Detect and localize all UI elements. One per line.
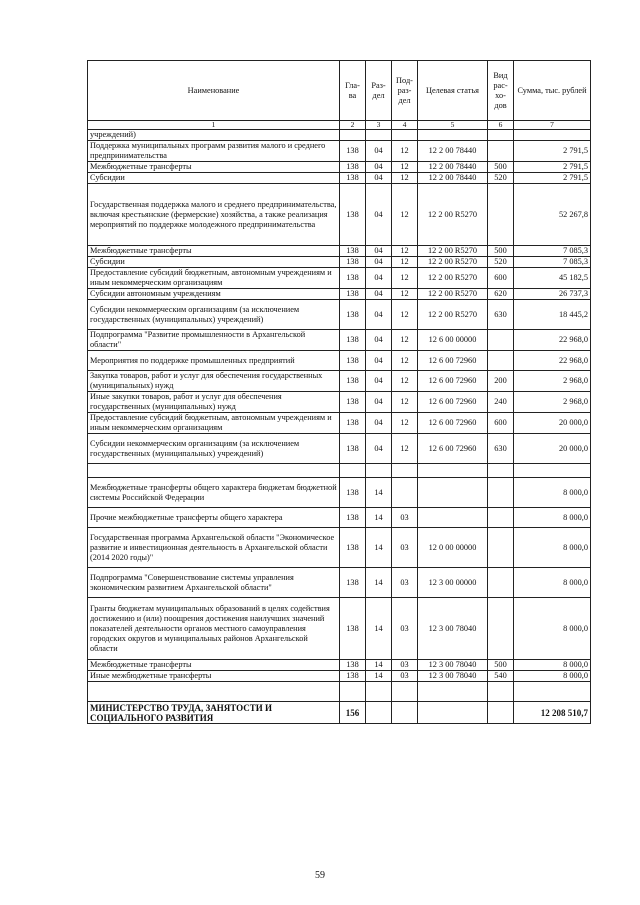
row-razdel: 04 bbox=[366, 173, 392, 184]
row-name: Предоставление субсидий бюджетным, автономным учреждениям и иным некоммерческим организациям bbox=[88, 268, 340, 289]
row-vid: 620 bbox=[488, 289, 514, 300]
colnum: 6 bbox=[488, 121, 514, 130]
row-glava: 156 bbox=[340, 702, 366, 724]
row-vid: 540 bbox=[488, 671, 514, 682]
row-razdel bbox=[366, 702, 392, 724]
row-glava: 138 bbox=[340, 173, 366, 184]
row-vid bbox=[488, 478, 514, 508]
row-glava: 138 bbox=[340, 568, 366, 598]
row-summa bbox=[514, 464, 591, 478]
table-row bbox=[88, 351, 591, 371]
row-razdel: 04 bbox=[366, 392, 392, 413]
budget-table bbox=[87, 60, 591, 724]
colnum: 3 bbox=[366, 121, 392, 130]
row-summa: 2 791,5 bbox=[514, 173, 591, 184]
row-glava: 138 bbox=[340, 300, 366, 330]
table-row bbox=[88, 300, 591, 330]
row-name: Межбюджетные трансферты bbox=[88, 246, 340, 257]
row-glava: 138 bbox=[340, 371, 366, 392]
row-vid bbox=[488, 330, 514, 351]
row-summa: 8 000,0 bbox=[514, 568, 591, 598]
row-podrazdel bbox=[392, 478, 418, 508]
row-celevaya: 12 2 00 R5270 bbox=[418, 300, 488, 330]
row-celevaya bbox=[418, 478, 488, 508]
header-vid: Вид рас-хо-дов bbox=[488, 61, 514, 121]
row-vid bbox=[488, 702, 514, 724]
colnum: 5 bbox=[418, 121, 488, 130]
row-podrazdel: 12 bbox=[392, 257, 418, 268]
row-summa: 12 208 510,7 bbox=[514, 702, 591, 724]
row-vid bbox=[488, 568, 514, 598]
row-glava: 138 bbox=[340, 162, 366, 173]
row-vid bbox=[488, 130, 514, 141]
row-summa: 7 085,3 bbox=[514, 246, 591, 257]
row-summa: 2 968,0 bbox=[514, 371, 591, 392]
row-summa: 2 791,5 bbox=[514, 162, 591, 173]
row-celevaya: 12 2 00 78440 bbox=[418, 141, 488, 162]
row-celevaya: 12 2 00 78440 bbox=[418, 173, 488, 184]
row-summa: 22 968,0 bbox=[514, 330, 591, 351]
table-row bbox=[88, 413, 591, 434]
row-vid bbox=[488, 528, 514, 568]
table-row-total bbox=[88, 702, 591, 724]
row-vid bbox=[488, 508, 514, 528]
row-glava: 138 bbox=[340, 660, 366, 671]
row-razdel: 04 bbox=[366, 257, 392, 268]
row-razdel: 04 bbox=[366, 289, 392, 300]
row-name: Межбюджетные трансферты bbox=[88, 162, 340, 173]
row-razdel: 04 bbox=[366, 162, 392, 173]
row-vid: 520 bbox=[488, 257, 514, 268]
row-celevaya: 12 2 00 78440 bbox=[418, 162, 488, 173]
row-celevaya: 12 6 00 00000 bbox=[418, 330, 488, 351]
row-razdel: 04 bbox=[366, 371, 392, 392]
row-podrazdel: 03 bbox=[392, 568, 418, 598]
row-glava: 138 bbox=[340, 246, 366, 257]
row-vid: 600 bbox=[488, 413, 514, 434]
row-name: Подпрограмма "Развитие промышленности в Архангельской области" bbox=[88, 330, 340, 351]
row-celevaya: 12 2 00 R5270 bbox=[418, 257, 488, 268]
row-glava: 138 bbox=[340, 184, 366, 246]
row-razdel: 14 bbox=[366, 478, 392, 508]
row-vid bbox=[488, 184, 514, 246]
row-summa: 2 968,0 bbox=[514, 392, 591, 413]
table-row bbox=[88, 528, 591, 568]
header-razdel: Раз-дел bbox=[366, 61, 392, 121]
row-celevaya: 12 3 00 78040 bbox=[418, 598, 488, 660]
row-vid bbox=[488, 682, 514, 702]
colnum: 2 bbox=[340, 121, 366, 130]
row-summa: 20 000,0 bbox=[514, 413, 591, 434]
row-razdel: 14 bbox=[366, 508, 392, 528]
row-summa: 26 737,3 bbox=[514, 289, 591, 300]
row-glava: 138 bbox=[340, 434, 366, 464]
row-summa: 52 267,8 bbox=[514, 184, 591, 246]
table-row bbox=[88, 141, 591, 162]
row-razdel bbox=[366, 130, 392, 141]
row-name: Прочие межбюджетные трансферты общего характера bbox=[88, 508, 340, 528]
row-summa: 8 000,0 bbox=[514, 660, 591, 671]
table-row bbox=[88, 173, 591, 184]
table-row bbox=[88, 464, 591, 478]
row-razdel: 04 bbox=[366, 351, 392, 371]
column-number-row bbox=[88, 121, 591, 130]
row-razdel: 14 bbox=[366, 528, 392, 568]
row-glava: 138 bbox=[340, 478, 366, 508]
row-podrazdel: 12 bbox=[392, 392, 418, 413]
row-celevaya: 12 6 00 72960 bbox=[418, 392, 488, 413]
row-vid: 200 bbox=[488, 371, 514, 392]
row-glava: 138 bbox=[340, 289, 366, 300]
row-glava: 138 bbox=[340, 528, 366, 568]
row-summa: 8 000,0 bbox=[514, 528, 591, 568]
row-summa: 20 000,0 bbox=[514, 434, 591, 464]
row-vid bbox=[488, 351, 514, 371]
row-razdel: 04 bbox=[366, 184, 392, 246]
row-glava: 138 bbox=[340, 268, 366, 289]
table-row bbox=[88, 682, 591, 702]
row-glava bbox=[340, 464, 366, 478]
row-celevaya: 12 6 00 72960 bbox=[418, 371, 488, 392]
row-podrazdel: 12 bbox=[392, 268, 418, 289]
row-glava: 138 bbox=[340, 330, 366, 351]
row-podrazdel bbox=[392, 682, 418, 702]
table-row bbox=[88, 478, 591, 508]
row-name: Закупка товаров, работ и услуг для обеспечения государственных (муниципальных) нужд bbox=[88, 371, 340, 392]
row-celevaya bbox=[418, 464, 488, 478]
row-vid: 500 bbox=[488, 246, 514, 257]
row-podrazdel: 12 bbox=[392, 351, 418, 371]
row-celevaya: 12 3 00 78040 bbox=[418, 671, 488, 682]
row-name: Государственная программа Архангельской области "Экономическое развитие и инвестиционная деятельность в Архангельской области (2014 2020 годы)" bbox=[88, 528, 340, 568]
table-row bbox=[88, 130, 591, 141]
row-glava bbox=[340, 130, 366, 141]
row-name bbox=[88, 682, 340, 702]
table-row bbox=[88, 508, 591, 528]
row-celevaya: 12 3 00 00000 bbox=[418, 568, 488, 598]
header-summa: Сумма, тыс. рублей bbox=[514, 61, 591, 121]
table-row bbox=[88, 392, 591, 413]
row-name: Субсидии автономным учреждениям bbox=[88, 289, 340, 300]
row-podrazdel bbox=[392, 702, 418, 724]
table-row bbox=[88, 671, 591, 682]
row-celevaya: 12 2 00 R5270 bbox=[418, 246, 488, 257]
table-row bbox=[88, 162, 591, 173]
row-podrazdel: 12 bbox=[392, 413, 418, 434]
row-podrazdel: 12 bbox=[392, 371, 418, 392]
row-summa: 7 085,3 bbox=[514, 257, 591, 268]
row-name: учреждений) bbox=[88, 130, 340, 141]
row-celevaya bbox=[418, 130, 488, 141]
row-glava: 138 bbox=[340, 508, 366, 528]
row-glava: 138 bbox=[340, 141, 366, 162]
page-number: 59 bbox=[315, 870, 325, 881]
row-name: Поддержка муниципальных программ развития малого и среднего предпринимательства bbox=[88, 141, 340, 162]
row-razdel bbox=[366, 682, 392, 702]
row-vid: 520 bbox=[488, 173, 514, 184]
row-celevaya: 12 2 00 R5270 bbox=[418, 289, 488, 300]
row-vid bbox=[488, 464, 514, 478]
row-celevaya: 12 6 00 72960 bbox=[418, 351, 488, 371]
row-vid bbox=[488, 141, 514, 162]
row-summa: 18 445,2 bbox=[514, 300, 591, 330]
row-name: Гранты бюджетам муниципальных образований в целях содействия достижению и (или) поощрения достижения наилучших значений показателей деятельности органов местного самоуправления городских округов и муниципальных районов Архангельской области bbox=[88, 598, 340, 660]
row-podrazdel: 03 bbox=[392, 508, 418, 528]
row-podrazdel: 03 bbox=[392, 528, 418, 568]
row-glava bbox=[340, 682, 366, 702]
header-row bbox=[88, 61, 591, 121]
table-row bbox=[88, 184, 591, 246]
row-name: Мероприятия по поддержке промышленных предприятий bbox=[88, 351, 340, 371]
budget-page bbox=[87, 60, 590, 724]
row-razdel: 14 bbox=[366, 671, 392, 682]
row-podrazdel: 12 bbox=[392, 141, 418, 162]
row-razdel: 04 bbox=[366, 434, 392, 464]
row-vid: 630 bbox=[488, 434, 514, 464]
row-celevaya bbox=[418, 682, 488, 702]
row-podrazdel: 12 bbox=[392, 300, 418, 330]
row-summa bbox=[514, 682, 591, 702]
colnum: 7 bbox=[514, 121, 591, 130]
row-podrazdel: 12 bbox=[392, 289, 418, 300]
row-vid: 500 bbox=[488, 660, 514, 671]
table-row bbox=[88, 246, 591, 257]
row-name: Иные закупки товаров, работ и услуг для обеспечения государственных (муниципальных) нужд bbox=[88, 392, 340, 413]
row-summa: 22 968,0 bbox=[514, 351, 591, 371]
row-name: Иные межбюджетные трансферты bbox=[88, 671, 340, 682]
row-podrazdel: 12 bbox=[392, 434, 418, 464]
row-podrazdel: 03 bbox=[392, 598, 418, 660]
row-podrazdel: 12 bbox=[392, 173, 418, 184]
row-podrazdel: 03 bbox=[392, 660, 418, 671]
row-summa: 2 791,5 bbox=[514, 141, 591, 162]
table-row bbox=[88, 268, 591, 289]
row-name: Субсидии bbox=[88, 257, 340, 268]
row-podrazdel: 03 bbox=[392, 671, 418, 682]
row-razdel: 04 bbox=[366, 141, 392, 162]
row-razdel: 14 bbox=[366, 660, 392, 671]
row-razdel bbox=[366, 464, 392, 478]
table-row bbox=[88, 568, 591, 598]
row-glava: 138 bbox=[340, 351, 366, 371]
header-celevaya: Целевая статья bbox=[418, 61, 488, 121]
table-row bbox=[88, 434, 591, 464]
row-razdel: 04 bbox=[366, 413, 392, 434]
row-celevaya bbox=[418, 508, 488, 528]
row-razdel: 04 bbox=[366, 330, 392, 351]
row-name: Государственная поддержка малого и среднего предпринимательства, включая крестьянские (фермерские) хозяйства, а также реализация мероприятий по поддержке молодежного предпринимательства bbox=[88, 184, 340, 246]
row-name: Подпрограмма "Совершенствование системы управления экономическим развитием Архангельской области" bbox=[88, 568, 340, 598]
row-summa: 45 182,5 bbox=[514, 268, 591, 289]
row-celevaya: 12 0 00 00000 bbox=[418, 528, 488, 568]
row-glava: 138 bbox=[340, 413, 366, 434]
row-summa bbox=[514, 130, 591, 141]
table-row bbox=[88, 289, 591, 300]
row-name: Межбюджетные трансферты bbox=[88, 660, 340, 671]
row-podrazdel bbox=[392, 130, 418, 141]
row-name: МИНИСТЕРСТВО ТРУДА, ЗАНЯТОСТИ И СОЦИАЛЬНОГО РАЗВИТИЯ bbox=[88, 702, 340, 724]
row-vid: 630 bbox=[488, 300, 514, 330]
header-glava: Гла-ва bbox=[340, 61, 366, 121]
header-podrazdel: Под-раз-дел bbox=[392, 61, 418, 121]
table-body bbox=[88, 130, 591, 724]
row-name: Субсидии некоммерческим организациям (за исключением государственных (муниципальных) учреждений) bbox=[88, 300, 340, 330]
table-row bbox=[88, 371, 591, 392]
row-glava: 138 bbox=[340, 257, 366, 268]
row-vid: 500 bbox=[488, 162, 514, 173]
row-razdel: 04 bbox=[366, 246, 392, 257]
table-row bbox=[88, 660, 591, 671]
row-podrazdel: 12 bbox=[392, 162, 418, 173]
row-podrazdel: 12 bbox=[392, 246, 418, 257]
row-name: Предоставление субсидий бюджетным, автономным учреждениям и иным некоммерческим организациям bbox=[88, 413, 340, 434]
colnum: 4 bbox=[392, 121, 418, 130]
row-name: Субсидии bbox=[88, 173, 340, 184]
header-name: Наименование bbox=[88, 61, 340, 121]
row-celevaya: 12 2 00 R5270 bbox=[418, 184, 488, 246]
row-summa: 8 000,0 bbox=[514, 478, 591, 508]
row-glava: 138 bbox=[340, 671, 366, 682]
row-celevaya: 12 3 00 78040 bbox=[418, 660, 488, 671]
table-row bbox=[88, 330, 591, 351]
row-razdel: 04 bbox=[366, 300, 392, 330]
row-vid: 240 bbox=[488, 392, 514, 413]
row-podrazdel bbox=[392, 464, 418, 478]
row-vid: 600 bbox=[488, 268, 514, 289]
table-row bbox=[88, 257, 591, 268]
row-razdel: 14 bbox=[366, 598, 392, 660]
row-podrazdel: 12 bbox=[392, 184, 418, 246]
row-razdel: 04 bbox=[366, 268, 392, 289]
row-celevaya: 12 6 00 72960 bbox=[418, 434, 488, 464]
row-summa: 8 000,0 bbox=[514, 508, 591, 528]
row-razdel: 14 bbox=[366, 568, 392, 598]
row-summa: 8 000,0 bbox=[514, 598, 591, 660]
row-name: Субсидии некоммерческим организациям (за исключением государственных (муниципальных) учреждений) bbox=[88, 434, 340, 464]
row-summa: 8 000,0 bbox=[514, 671, 591, 682]
row-glava: 138 bbox=[340, 392, 366, 413]
colnum: 1 bbox=[88, 121, 340, 130]
row-name bbox=[88, 464, 340, 478]
row-celevaya: 12 2 00 R5270 bbox=[418, 268, 488, 289]
row-glava: 138 bbox=[340, 598, 366, 660]
table-row bbox=[88, 598, 591, 660]
row-name: Межбюджетные трансферты общего характера бюджетам бюджетной системы Российской Федерации bbox=[88, 478, 340, 508]
row-vid bbox=[488, 598, 514, 660]
row-celevaya bbox=[418, 702, 488, 724]
row-podrazdel: 12 bbox=[392, 330, 418, 351]
row-celevaya: 12 6 00 72960 bbox=[418, 413, 488, 434]
